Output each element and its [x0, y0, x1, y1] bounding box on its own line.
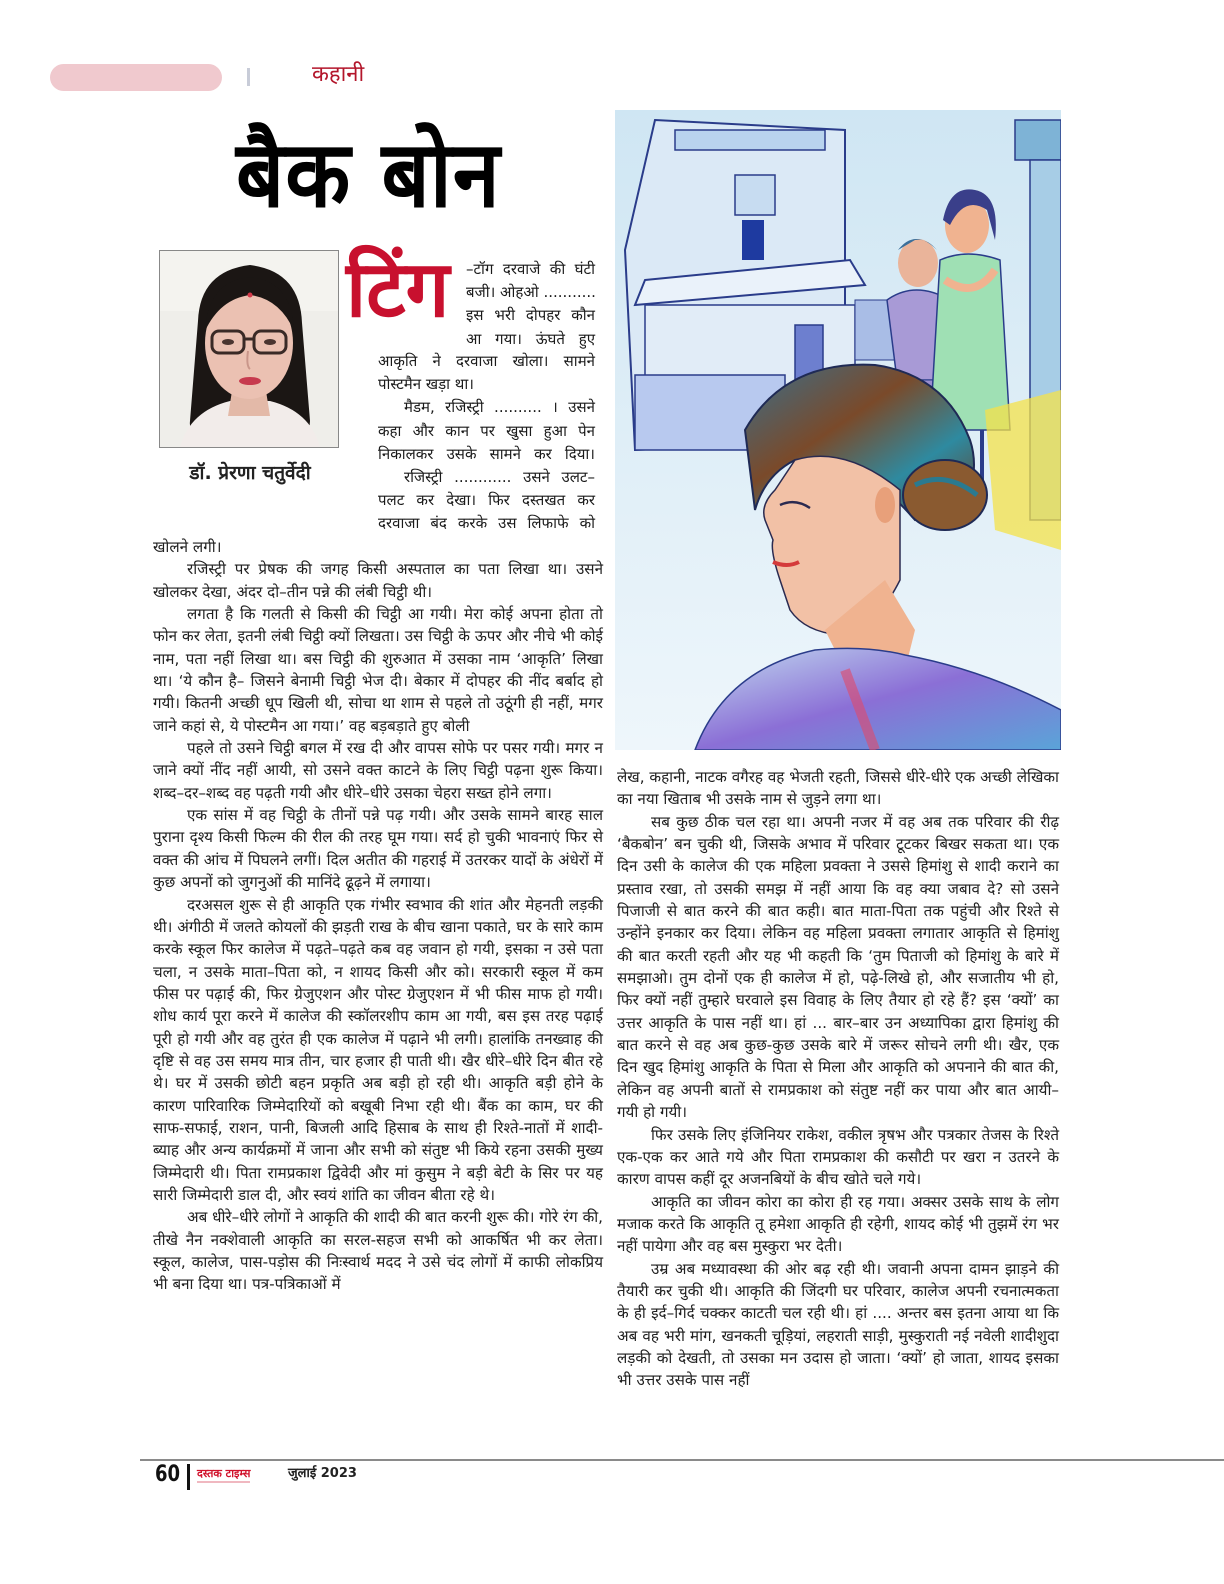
issue-date: जुलाई 2023	[288, 1466, 357, 1481]
page-number: 60	[155, 1462, 181, 1487]
magazine-logo: दस्तक टाइम्स	[197, 1467, 250, 1483]
paragraph: लेख, कहानी, नाटक वगैरह वह भेजती रहती, जिससे धीरे-धीरे एक अच्छी लेखिका का नया खिताब भी उसके नाम से जुड़ने लगा था।	[617, 768, 1059, 809]
intro-line: इस भरी दोपहर कौन	[466, 306, 595, 325]
intro-bottom-lines	[378, 350, 595, 536]
watercolor-illustration	[615, 110, 1061, 750]
intro-line: निकालकर उसके सामने कर दिया।	[378, 444, 595, 463]
paragraph: उम्र अब मध्यावस्था की ओर बढ़ रही थी। जवानी अपना दामन झाड़ने की तैयारी कर चुकी थी। आकृति की जिंदगी घर परिवार, कालेज अपनी रचनात्मकता के ही इर्द–गिर्द चक्कर काटती चल रही थी। हां .... अन्तर बस इतना आया था कि अब वह भरी मांग, खनकती चूड़ियां, लहराती साड़ी, मुस्कुराती नई नवेली शादीशुदा लड़की को देखती, तो उसका मन उदास हो जाता। ‘क्यों’ हो जाता, शायद इसका भी उत्तर उसके पास नहीं	[617, 1259, 1059, 1390]
paragraph: आकृति का जीवन कोरा का कोरा ही रह गया। अक्सर उसके साथ के लोग मजाक करते कि आकृति तू हमेशा आकृति ही रहेगी, शायद कोई भी तुझमें रंग भर नहीं पायेगा और वह बस मुस्कुरा भर देती।	[617, 1192, 1059, 1256]
paragraph: पहले तो उसने चिट्ठी बगल में रख दी और वापस सोफे पर पसर गयी। मगर न जाने क्यों नींद नहीं आयी, सो उसने वक्त काटने के लिए चिट्ठी पढ़ना शुरू किया। शब्द–दर–शब्द वह पढ़ती गयी और धीरे–धीरे उसका चेहरा सख्त होने लगा।	[153, 739, 603, 802]
intro-line: कहा और कान पर खुसा हुआ पेन	[378, 421, 595, 440]
paragraph: रजिस्ट्री पर प्रेषक की जगह किसी अस्पताल का पता लिखा था। उसने खोलकर देखा, अंदर दो–तीन पन्ने की लंबी चिट्ठी थी।	[153, 560, 603, 601]
section-label: कहानी	[312, 62, 365, 87]
header-separator	[247, 68, 250, 86]
paragraph: एक सांस में वह चिट्ठी के तीनों पन्ने पढ़ गयी। और उसके सामने बारह साल पुराना दृश्य किसी फिल्म की रील की तरह घूम गया। सर्द हो चुकी भावनाएं फिर से वक्त की आंच में पिघलने लगीं। दिल अतीत की गहराई में उतरकर यादों के अंधेरों में कुछ अपनों को जुगनुओं की मानिंदे ढूढ़ने में लगाया।	[153, 806, 603, 892]
left-column-text	[153, 536, 603, 1296]
intro-line: पलट कर देखा। फिर दस्तखत कर	[378, 491, 595, 510]
story-illustration	[615, 110, 1061, 750]
paragraph: लगता है कि गलती से किसी की चिट्ठी आ गयी। मेरा कोई अपना होता तो फोन कर लेता, इतनी लंबी चिट्ठी क्यों लिखता। उस चिट्ठी के ऊपर और नीचे भी कोई नाम, पता नहीं लिखा था। बस चिट्ठी की शुरुआत में उसका नाम ‘आकृति’ लिखा था। ‘ये कौन है– जिसने बेनामी चिट्ठी भेज दी। बेकार में दोपहर की नींद बर्बाद हो गयी। कितनी अच्छी धूप खिली थी, सोचा था शाम से पहले तो उठूंगी ही नहीं, मगर जाने कहां से, ये पोस्टमैन आ गया।’ वह बड़बड़ाते हुए बोली	[153, 605, 603, 735]
paragraph: दरअसल शुरू से ही आकृति एक गंभीर स्वभाव की शांत और मेहनती लड़की थी। अंगीठी में जलते कोयलों की झड़ती राख के बीच खाना पकाते, घर के सारे काम करके स्कूल फिर कालेज में पढ़ते–पढ़ते कब वह जवान हो गयी, इसका न उसे पता चला, न उसके माता–पिता को, न शायद किसी और को। सरकारी स्कूल में कम फीस पर पढ़ाई की, फिर ग्रेजुएशन और पोस्ट ग्रेजुएशन में भी फीस माफ हो गयी। शोध कार्य पूरा करने में कालेज की स्कॉलरशीप काम आ गयी, बस इस तरह पढ़ाई पूरी हो गयी और वह तुरंत ही एक कालेज में पढ़ाने भी लगी। हालांकि तनख्वाह की दृष्टि से वह उस समय मात्र तीन, चार हजार ही पाती थी। खैर धीरे–धीरे दिन बीत रहे थे। घर में उसकी छोटी बहन प्रकृति अब बड़ी हो रही थी। आकृति बड़ी होने के कारण पारिवारिक जिम्मेदारियों को बखूबी निभा रही थी। बैंक का काम, घर की साफ-सफाई, राशन, पानी, बिजली आदि हिसाब के साथ ही रिश्ते-नातों में शादी-ब्याह और अन्य कार्यक्रमों में जाना और सभी को संतुष्ट भी किये रहना उसकी मुख्य जिम्मेदारी थी। पिता रामप्रकाश द्विवेदी और मां कुसुम ने बड़ी बेटी के सिर पर यह सारी जिम्मेदारी डाल दी, और स्वयं शांति का जीवन बीता रहे थे।	[153, 895, 603, 1204]
intro-line: आकृति ने दरवाजा खोला। सामने	[378, 352, 595, 370]
intro-line: बजी। ओहओ ...........	[466, 283, 596, 302]
paragraph: फिर उसके लिए इंजिनियर राकेश, वकील त्रृषभ और पत्रकार तेजस के रिश्ते एक-एक कर आते गये और पिता रामप्रकाश की कसौटी पर खरा न उतरने के कारण वापस कहीं दूर अजनबियों के बीच खोते चले गये।	[617, 1125, 1059, 1189]
drop-cap: टिंग	[346, 245, 450, 335]
paragraph: सब कुछ ठीक चल रहा था। अपनी नजर में वह अब तक परिवार की रीढ़ ‘बैकबोन’ बन चुकी थी, जिसके अभाव में परिवार टूटकर बिखर सकता था। एक दिन उसी के कालेज की एक महिला प्रवक्ता ने उससे हिमांशु से शादी कराने का प्रस्ताव रखा, तो उसकी समझ में नहीं आया कि वह क्या जबाव दे? सो उसने पिजाजी से बात करने की बात कही। बात माता-पिता तक पहुंची और रिश्ते से उन्होंने इनकार कर दिया। लेकिन वह महिला प्रवक्ता लगातार आकृति से हिमांशु की बात करती रहती और यह भी कहती कि ‘तुम पिताजी को हिमांशु के बारे में समझाओ। तुम दोनों एक ही कालेज में हो, पढ़े-लिखे हो, और सजातीय भी हो, फिर क्यों नहीं तुम्हारे घरवाले इस विवाह के लिए तैयार हो रहे हैं? इस ‘क्यों’ का उत्तर आकृति के पास नहीं था। हां ... बार–बार उन अध्यापिका द्वारा हिमांशु की बात करने से वह अब कुछ-कुछ उसके बारे में जरूर सोचने लगी थी। खैर, एक दिन खुद हिमांशु आकृति के पिता से मिला और आकृति को अपनाने की बात की, लेकिन वह अपनी बातों से रामप्रकाश को संतुष्ट नहीं कर पाया और बात आयी–गयी हो गयी।	[617, 812, 1059, 1122]
intro-top-lines	[466, 258, 595, 351]
paragraph: अब धीरे–धीरे लोगों ने आकृति की शादी की बात करनी शुरू की। गोरे रंग की, तीखे नैन नक्शेवाली आकृति का सरल-सहज सभी को आकर्षित भी कर लेता। स्कूल, कालेज, पास-पड़ोस की निःस्वार्थ मदद ने उसे चंद लोगों में काफी लोकप्रिय भी बना दिया था। पत्र-पत्रिकाओं में	[153, 1208, 603, 1294]
section-pill-decoration	[50, 64, 222, 91]
author-portrait-image	[160, 251, 338, 447]
intro-line: मैडम, रजिस्ट्री .......... । उसने	[404, 398, 595, 417]
paragraph: खोलने लगी।	[153, 538, 222, 556]
story-title: बैक बोन	[236, 121, 501, 228]
intro-line: दरवाजा बंद करके उस लिफाफे को	[378, 514, 595, 533]
author-name: डॉ. प्रेरणा चतुर्वेदी	[189, 462, 311, 484]
intro-line: पोस्टमैन खड़ा था।	[378, 375, 474, 394]
intro-line: –टॉग दरवाजे की घंटी	[466, 260, 595, 278]
right-column-text	[617, 766, 1059, 1392]
footer-divider	[140, 1459, 1224, 1461]
intro-line: आ गया। ऊंघते हुए	[466, 329, 595, 348]
intro-line: रजिस्ट्री ............ उसने उलट–	[404, 468, 595, 487]
author-photo	[159, 250, 339, 448]
footer-separator	[187, 1464, 190, 1490]
